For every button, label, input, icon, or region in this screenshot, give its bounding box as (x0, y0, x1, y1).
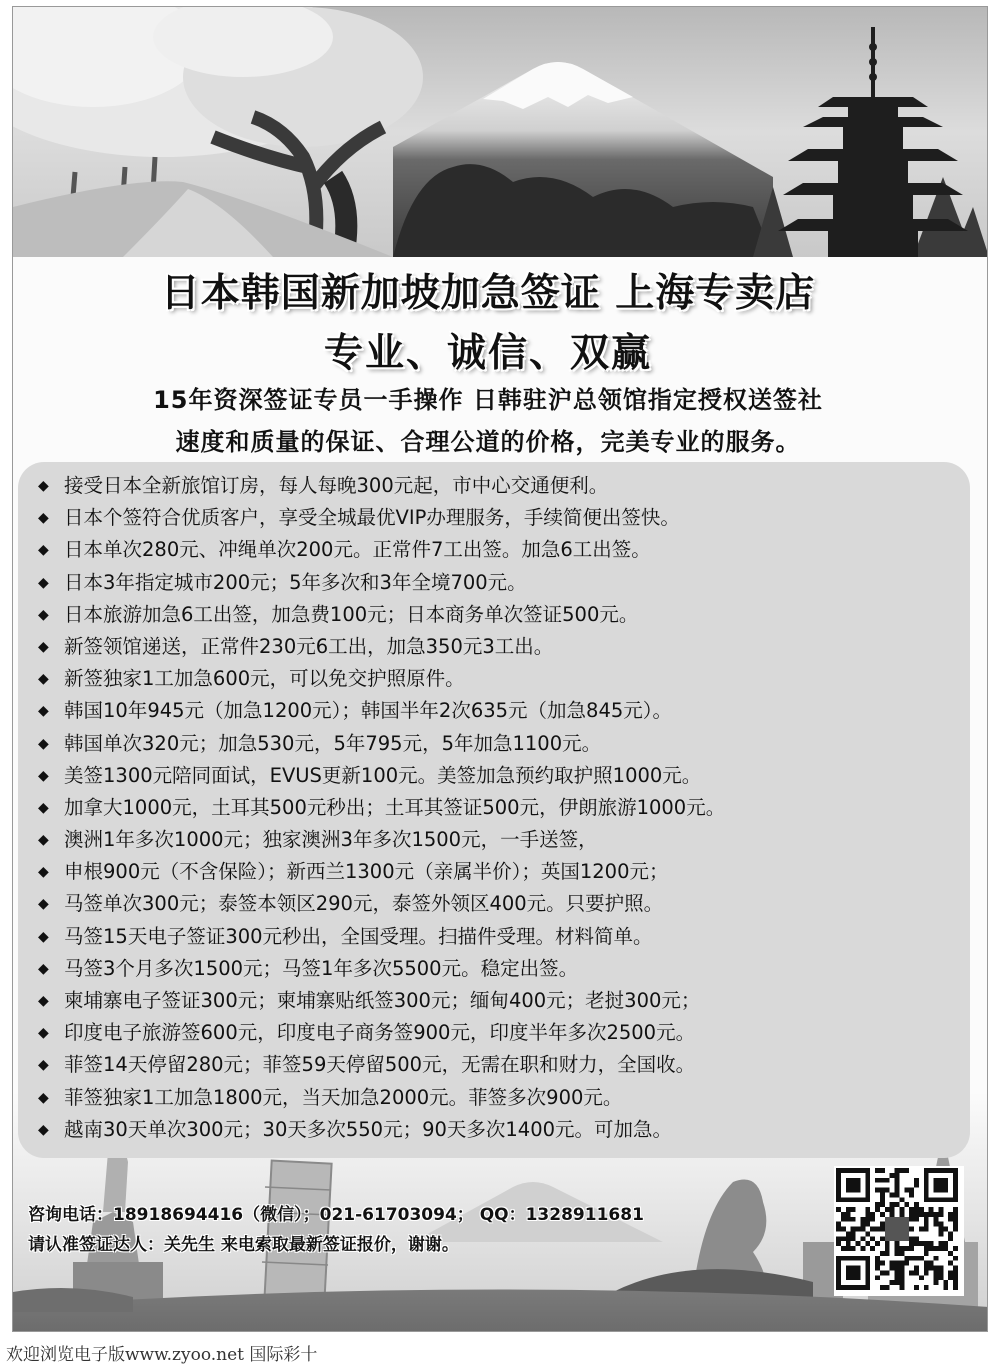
price-list-item (38, 760, 958, 792)
price-list-item (38, 534, 958, 566)
price-list-item-text: 新签独家1工加急600元，可以免交护照原件。 (64, 667, 465, 691)
price-list-item-text: 韩国单次320元；加急530元，5年795元，5年加急1100元。 (64, 731, 602, 755)
price-list-item-text: 马签15天电子签证300元秒出，全国受理。扫描件受理。材料简单。 (64, 924, 653, 948)
subtitle-experience: 15年资深签证专员一手操作 日韩驻沪总领馆指定授权送签社 (153, 386, 823, 414)
price-list (38, 470, 958, 1146)
price-list-item (38, 856, 958, 888)
diamond-bullet-icon: ◆ (38, 703, 49, 720)
price-list-item (38, 695, 958, 727)
diamond-bullet-icon: ◆ (38, 638, 49, 655)
price-list-item (38, 728, 958, 760)
diamond-bullet-icon: ◆ (38, 671, 49, 688)
price-list-item (38, 953, 958, 985)
price-list-item (38, 1049, 958, 1081)
diamond-bullet-icon: ◆ (38, 574, 49, 591)
price-list-item-text: 日本旅游加急6工出签，加急费100元；日本商务单次签证500元。 (64, 602, 639, 626)
diamond-bullet-icon: ◆ (38, 478, 49, 494)
price-list-item (38, 470, 958, 502)
price-list-item (38, 792, 958, 824)
price-list-item-text: 日本个签符合优质客户，享受全城最优VIP办理服务，手续简便出签快。 (64, 506, 680, 530)
price-list-item-text: 接受日本全新旅馆订房，每人每晚300元起，市中心交通便利。 (64, 474, 609, 497)
price-list-item-text: 韩国10年945元（加急1200元）；韩国半年2次635元（加急845元）。 (64, 699, 673, 723)
price-list-item-text: 日本3年指定城市200元；5年多次和3年全境700元。 (64, 570, 527, 594)
diamond-bullet-icon: ◆ (38, 1025, 49, 1042)
price-list-item (38, 921, 958, 953)
footer-text: 欢迎浏览电子版www.zyoo.net 国际彩十 (6, 1345, 318, 1365)
diamond-bullet-icon: ◆ (38, 735, 49, 752)
diamond-bullet-icon: ◆ (38, 832, 49, 849)
price-list-item (38, 824, 958, 856)
price-list-item (38, 631, 958, 663)
price-list-item-text: 新签领馆递送，正常件230元6工出，加急350元3工出。 (64, 634, 554, 658)
diamond-bullet-icon: ◆ (38, 993, 49, 1009)
price-list-item (38, 1017, 958, 1049)
diamond-bullet-icon: ◆ (38, 606, 49, 623)
price-list-item (38, 1114, 958, 1146)
diamond-bullet-icon: ◆ (38, 1089, 49, 1106)
japan-landscape-image (13, 7, 988, 257)
price-list-item (38, 985, 958, 1017)
main-title: 日本韩国新加坡加急签证 上海专卖店 (160, 271, 816, 316)
diamond-bullet-icon: ◆ (38, 864, 49, 881)
qr-code-icon (834, 1166, 964, 1296)
diamond-bullet-icon: ◆ (38, 542, 49, 559)
diamond-bullet-icon: ◆ (38, 1121, 49, 1138)
price-list-item-text: 马签单次300元；泰签本领区290元，泰签外领区400元。只要护照。 (64, 892, 664, 916)
slogan-title: 专业、诚信、双赢 (323, 331, 652, 376)
price-list-item (38, 663, 958, 695)
price-list-item-text: 加拿大1000元，土耳其500元秒出；土耳其签证500元，伊朗旅游1000元。 (64, 795, 726, 819)
price-list-item (38, 888, 958, 920)
diamond-bullet-icon: ◆ (38, 799, 49, 816)
price-list-item-text: 越南30天单次300元；30天多次550元；90天多次1400元。可加急。 (64, 1117, 673, 1141)
price-list-item-text: 菲签14天停留280元；菲签59天停留500元，无需在职和财力，全国收。 (64, 1053, 696, 1077)
contact-phone-line: 咨询电话：18918694416（微信）；021-61703094； QQ：1328911681 (28, 1205, 644, 1225)
contact-name-line: 请认准签证达人：关先生 来电索取最新签证报价，谢谢。 (28, 1235, 459, 1255)
price-list-item-text: 菲签独家1工加急1800元，当天加急2000元。菲签多次900元。 (64, 1085, 623, 1109)
price-list-item-text: 马签3个月多次1500元；马签1年多次5500元。稳定出签。 (64, 956, 579, 980)
diamond-bullet-icon: ◆ (38, 928, 49, 945)
price-list-item-text: 美签1300元陪同面试，EVUS更新100元。美签加急预约取护照1000元。 (64, 763, 702, 787)
diamond-bullet-icon: ◆ (38, 960, 49, 977)
diamond-bullet-icon: ◆ (38, 1057, 49, 1074)
subtitle-guarantee: 速度和质量的保证、合理公道的价格，完美专业的服务。 (175, 428, 801, 456)
price-list-item-text: 日本单次280元、冲绳单次200元。正常件7工出签。加急6工出签。 (64, 538, 651, 562)
price-list-item-text: 澳洲1年多次1000元；独家澳洲3年多次1500元，一手送签， (64, 828, 598, 852)
price-list-item (38, 567, 958, 599)
price-list-item (38, 599, 958, 631)
price-list-item-text: 申根900元（不含保险）；新西兰1300元（亲属半价）；英国1200元； (64, 860, 669, 884)
price-list-item-text: 印度电子旅游签600元，印度电子商务签900元，印度半年多次2500元。 (64, 1021, 696, 1045)
diamond-bullet-icon: ◆ (38, 767, 49, 784)
price-list-item (38, 1082, 958, 1114)
price-list-item (38, 502, 958, 534)
diamond-bullet-icon: ◆ (38, 896, 49, 913)
diamond-bullet-icon: ◆ (38, 510, 49, 527)
price-list-item-text: 柬埔寨电子签证300元；柬埔寨贴纸签300元；缅甸400元；老挝300元； (64, 989, 701, 1012)
